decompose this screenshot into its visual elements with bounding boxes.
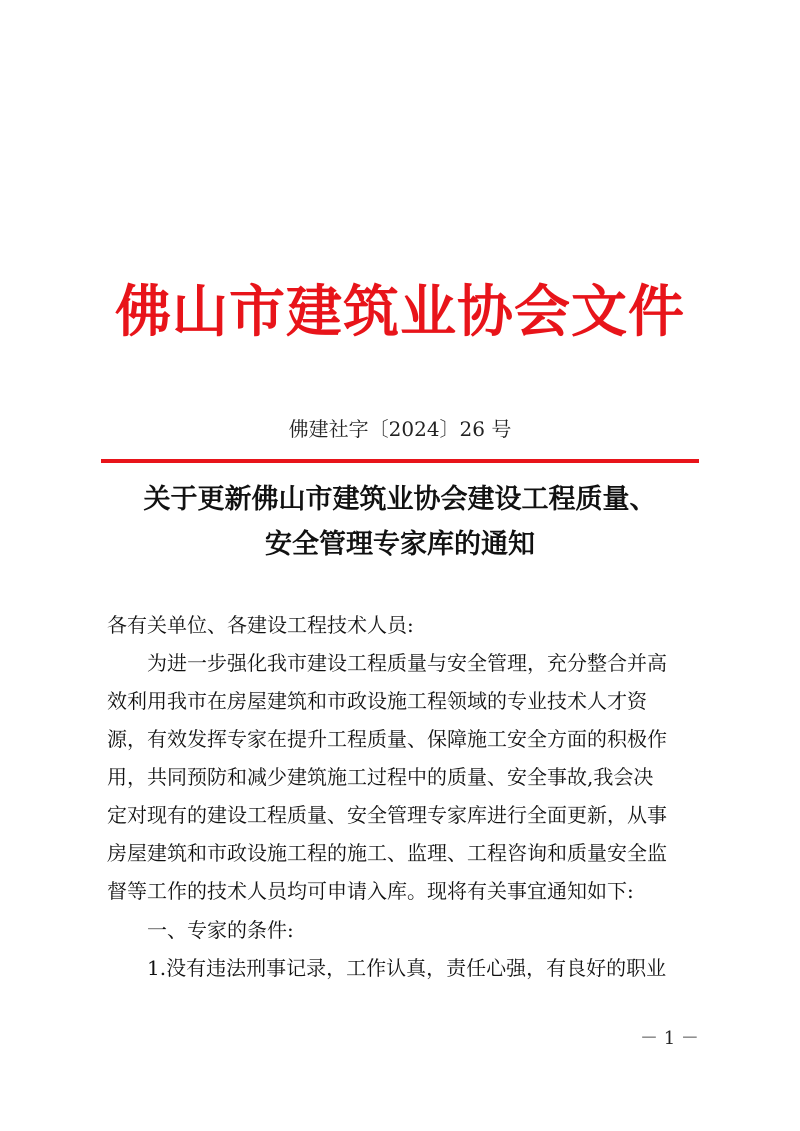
title-line-1: 关于更新佛山市建筑业协会建设工程质量、 <box>143 484 657 515</box>
red-divider-line <box>101 459 699 463</box>
paragraph-line: 督等工作的技术人员均可申请入库。现将有关事宜通知如下: <box>107 879 634 903</box>
paragraph-line: 为进一步强化我市建设工程质量与安全管理，充分整合并高 <box>147 651 667 675</box>
paragraph-line: 用，共同预防和减少建筑施工过程中的质量、安全事故,我会决 <box>107 765 654 789</box>
document-number: 佛建社字〔2024〕26 号 <box>288 417 512 441</box>
title-line-2: 安全管理专家库的通知 <box>265 529 535 560</box>
masthead: 佛山市建筑业协会文件 <box>115 279 685 345</box>
paragraph-line: 房屋建筑和市政设施工程的施工、监理、工程咨询和质量安全监 <box>107 841 667 865</box>
paragraph-line: 源，有效发挥专家在提升工程质量、保障施工安全方面的积极作 <box>107 727 667 751</box>
paragraph-line: 效利用我市在房屋建筑和市政设施工程领域的专业技术人才资 <box>107 689 647 713</box>
list-item: 1.没有违法刑事记录，工作认真，责任心强，有良好的职业 <box>147 956 667 980</box>
salutation: 各有关单位、各建设工程技术人员: <box>107 613 414 637</box>
page-number: － 1 － <box>640 1028 699 1049</box>
section-heading: 一、专家的条件: <box>147 918 294 942</box>
paragraph-line: 定对现有的建设工程质量、安全管理专家库进行全面更新，从事 <box>107 803 667 827</box>
